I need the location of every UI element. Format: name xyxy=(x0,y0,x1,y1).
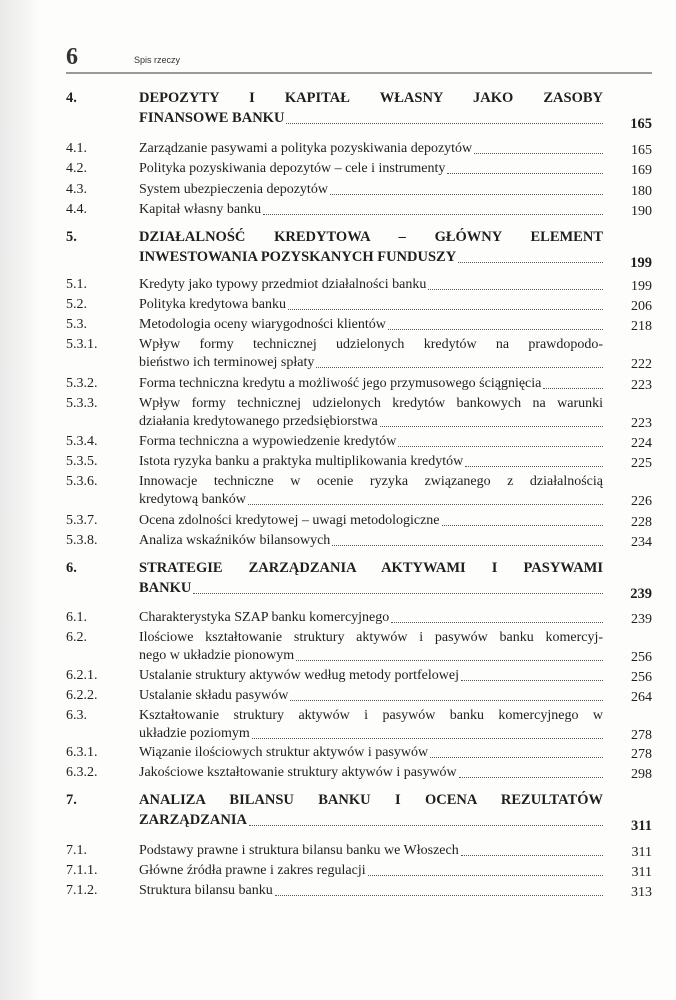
toc-title-line: nego w układzie pionowym xyxy=(139,648,295,663)
toc-title-line: STRATEGIE ZARZĄDZANIA AKTYWAMI I PASYWAMI xyxy=(139,560,603,576)
dot-leader xyxy=(398,445,603,447)
toc-entry-title xyxy=(139,687,603,705)
toc-title-line: bieństwo ich terminowej spłaty xyxy=(139,355,315,370)
toc-title-line: Ilościowe kształtowanie struktury aktywów i pasywów banku komercyj- xyxy=(139,630,603,645)
toc-entry-page: 222 xyxy=(631,357,652,372)
toc-title-line: Wpływ formy technicznej udzielonych kredytów bankowych na warunki xyxy=(139,396,603,411)
toc-entry-number: 5.2. xyxy=(66,297,87,312)
toc-entry-number: 5.3. xyxy=(66,317,87,332)
toc-title-line: ZARZĄDZANIA xyxy=(139,812,247,828)
toc-entry-page: 228 xyxy=(631,515,652,530)
toc-entry-title xyxy=(139,532,603,550)
toc-title-line: Analiza wskaźników bilansowych xyxy=(139,533,331,548)
toc-entry-title xyxy=(139,609,603,627)
toc-title-line: Podstawy prawne i struktura bilansu banku we Włoszech xyxy=(139,843,459,858)
toc-entry-title xyxy=(139,88,603,128)
dot-leader xyxy=(316,366,603,368)
toc-title-line: Zarządzanie pasywami a polityka pozyskiwania depozytów xyxy=(139,141,473,156)
toc-entry-number: 4.4. xyxy=(66,202,87,217)
toc-title-line: ANALIZA BILANSU BANKU I OCENA REZULTATÓW xyxy=(139,792,603,808)
toc-entry-number: 6.2. xyxy=(66,630,87,645)
toc-title-line: Wiązanie ilościowych struktur aktywów i pasywów xyxy=(139,745,429,760)
dot-leader xyxy=(288,308,603,310)
dot-leader xyxy=(263,213,603,215)
toc-entry-number: 5.3.5. xyxy=(66,454,98,469)
toc-entry-page: 206 xyxy=(631,299,652,314)
toc-entry-number: 6.3. xyxy=(66,708,87,723)
toc-entry-title xyxy=(139,453,603,471)
toc-entry-number: 6.3.1. xyxy=(66,745,98,760)
toc-title-line: Jakościowe kształtowanie struktury aktywów i pasywów xyxy=(139,765,457,780)
dot-leader xyxy=(447,172,603,174)
toc-entry-title xyxy=(139,744,603,762)
toc-entry-title xyxy=(139,667,603,685)
toc-entry-page: 190 xyxy=(631,204,652,219)
toc-entry-page: 313 xyxy=(631,885,652,900)
toc-title-line: FINANSOWE BANKU xyxy=(139,110,285,126)
toc-title-line: DZIAŁALNOŚĆ KREDYTOWA – GŁÓWNY ELEMENT xyxy=(139,229,603,245)
toc-entry-page: 311 xyxy=(631,845,652,860)
page-number: 6 xyxy=(66,44,78,70)
dot-leader xyxy=(465,465,603,467)
dot-leader xyxy=(428,288,603,290)
toc-entry-number: 5.3.7. xyxy=(66,513,98,528)
toc-title-line: Metodologia oceny wiarygodności klientów xyxy=(139,317,386,332)
dot-leader xyxy=(286,122,603,124)
toc-entry-title xyxy=(139,296,603,314)
toc-title-line: kredytową banków xyxy=(139,492,246,507)
toc-entry-title xyxy=(139,882,603,900)
dot-leader xyxy=(275,894,603,896)
toc-entry-title xyxy=(139,375,603,393)
dot-leader xyxy=(461,679,603,681)
toc-entry-page: 226 xyxy=(631,494,652,509)
toc-entry-page: 311 xyxy=(631,818,652,834)
toc-entry-page: 239 xyxy=(630,586,652,602)
toc-entry-page: 199 xyxy=(631,279,652,294)
toc-title-line: Kształtowanie struktury aktywów i pasywów banku komercyjnego w xyxy=(139,708,603,723)
toc-entry-page: 218 xyxy=(631,319,652,334)
dot-leader xyxy=(332,544,603,546)
toc-entry-page: 298 xyxy=(631,767,652,782)
toc-entry-title xyxy=(139,707,603,743)
toc-entry-title xyxy=(139,842,603,860)
toc-entry-title xyxy=(139,512,603,530)
toc-entry-number: 6. xyxy=(66,560,77,576)
toc-entry-number: 6.1. xyxy=(66,610,87,625)
toc-title-line: Forma techniczna kredytu a możliwość jego przymusowego ściągnięcia xyxy=(139,376,542,391)
dot-leader xyxy=(430,756,603,758)
toc-entry-title xyxy=(139,764,603,782)
toc-entry-page: 225 xyxy=(631,456,652,471)
toc-entry-title xyxy=(139,336,603,372)
toc-entry-number: 7.1. xyxy=(66,843,87,858)
dot-leader xyxy=(252,737,603,739)
dot-leader xyxy=(368,874,603,876)
toc-title-line: Ustalanie składu pasywów xyxy=(139,688,289,703)
toc-title-line: Kredyty jako typowy przedmiot działalności banku xyxy=(139,277,427,292)
toc-title-line: DEPOZYTY I KAPITAŁ WŁASNY JAKO ZASOBY xyxy=(139,90,603,106)
toc-entry-title xyxy=(139,181,603,199)
toc-title-line: Główne źródła prawne i zakres regulacji xyxy=(139,863,366,878)
toc-entry-number: 4.1. xyxy=(66,141,87,156)
page-header xyxy=(66,44,652,74)
toc-entry-number: 4.2. xyxy=(66,161,87,176)
toc-entry-number: 7. xyxy=(66,792,77,808)
toc-title-line: BANKU xyxy=(139,580,192,596)
toc-entry-number: 5.3.4. xyxy=(66,434,98,449)
toc-entry-title xyxy=(139,276,603,294)
toc-entry-page: 256 xyxy=(631,670,652,685)
toc-title-line: Wpływ formy technicznej udzielonych kredytów na prawdopodo- xyxy=(139,337,603,352)
toc-entry-title xyxy=(139,790,603,830)
toc-entry-number: 5.3.6. xyxy=(66,474,98,489)
toc-entry-number: 6.3.2. xyxy=(66,765,98,780)
dot-leader xyxy=(248,503,603,505)
dot-leader xyxy=(193,592,603,594)
toc-entry-title xyxy=(139,227,603,267)
toc-entry-title xyxy=(139,316,603,334)
toc-entry-title xyxy=(139,395,603,431)
page-edge-shadow xyxy=(0,0,40,1000)
running-head: Spis rzeczy xyxy=(134,55,181,65)
toc-title-line: układzie poziomym xyxy=(139,726,250,741)
toc-title-line: System ubezpieczenia depozytów xyxy=(139,182,328,197)
toc-entry-number: 5.3.2. xyxy=(66,376,98,391)
toc-entry-page: 239 xyxy=(631,612,652,627)
toc-entry-title xyxy=(139,201,603,219)
toc-title-line: Forma techniczna a wypowiedzenie kredytów xyxy=(139,434,397,449)
toc-entry-number: 5. xyxy=(66,229,77,245)
toc-entry-title xyxy=(139,160,603,178)
dot-leader xyxy=(458,261,603,263)
toc-title-line: Kapitał własny banku xyxy=(139,202,262,217)
toc-entry-number: 4. xyxy=(66,90,77,106)
toc-entry-number: 6.2.2. xyxy=(66,688,98,703)
toc-entry-page: 234 xyxy=(631,535,652,550)
dot-leader xyxy=(290,699,603,701)
toc-title-line: Ocena zdolności kredytowej – uwagi metodologiczne xyxy=(139,513,440,528)
toc-title-line: Struktura bilansu banku xyxy=(139,883,273,898)
toc-title-line: Ustalanie struktury aktywów według metody portfelowej xyxy=(139,668,459,683)
toc-title-line: Polityka kredytowa banku xyxy=(139,297,286,312)
toc-title-line: INWESTOWANIA POZYSKANYCH FUNDUSZY xyxy=(139,249,457,265)
dot-leader xyxy=(388,328,603,330)
dot-leader xyxy=(474,152,603,154)
dot-leader xyxy=(249,824,603,826)
dot-leader xyxy=(296,659,603,661)
toc-entry-page: 223 xyxy=(631,416,652,431)
dot-leader xyxy=(543,387,603,389)
toc-entry-page: 199 xyxy=(630,255,652,271)
toc-entry-number: 7.1.2. xyxy=(66,883,98,898)
dot-leader xyxy=(380,425,603,427)
dot-leader xyxy=(330,193,603,195)
toc-entry-number: 5.3.1. xyxy=(66,337,98,352)
toc-entry-number: 5.3.3. xyxy=(66,396,98,411)
dot-leader xyxy=(461,854,603,856)
dot-leader xyxy=(442,524,603,526)
toc-title-line: Polityka pozyskiwania depozytów – cele i instrumenty xyxy=(139,161,446,176)
toc-entry-page: 165 xyxy=(630,116,652,132)
toc-entry-title xyxy=(139,473,603,509)
toc-entry-number: 6.2.1. xyxy=(66,668,98,683)
toc-entry-title xyxy=(139,140,603,158)
dot-leader xyxy=(391,621,603,623)
toc-entry-page: 223 xyxy=(631,378,652,393)
dot-leader xyxy=(459,776,603,778)
toc-entry-page: 311 xyxy=(631,865,652,880)
toc-title-line: Innowacje techniczne w ocenie ryzyka związanego z działalnością xyxy=(139,474,603,489)
toc-entry-number: 7.1.1. xyxy=(66,863,98,878)
toc-entry-number: 4.3. xyxy=(66,182,87,197)
toc-entry-page: 180 xyxy=(631,184,652,199)
toc-title-line: działania kredytowanego przedsiębiorstwa xyxy=(139,414,378,429)
toc-entry-title xyxy=(139,862,603,880)
toc-title-line: Charakterystyka SZAP banku komercyjnego xyxy=(139,610,390,625)
toc-entry-page: 278 xyxy=(631,728,652,743)
toc-entry-page: 256 xyxy=(631,650,652,665)
toc-entry-number: 5.3.8. xyxy=(66,533,98,548)
toc-entry-page: 169 xyxy=(631,163,652,178)
toc-entry-title xyxy=(139,433,603,451)
header-rule xyxy=(66,72,652,74)
toc-entry-page: 224 xyxy=(631,436,652,451)
toc-entry-number: 5.1. xyxy=(66,277,87,292)
toc-entry-page: 264 xyxy=(631,690,652,705)
toc-entry-title xyxy=(139,558,603,598)
toc-title-line: Istota ryzyka banku a praktyka multiplikowania kredytów xyxy=(139,454,464,469)
toc-entry-page: 278 xyxy=(631,747,652,762)
toc-entry-title xyxy=(139,629,603,665)
toc-entry-page: 165 xyxy=(631,143,652,158)
